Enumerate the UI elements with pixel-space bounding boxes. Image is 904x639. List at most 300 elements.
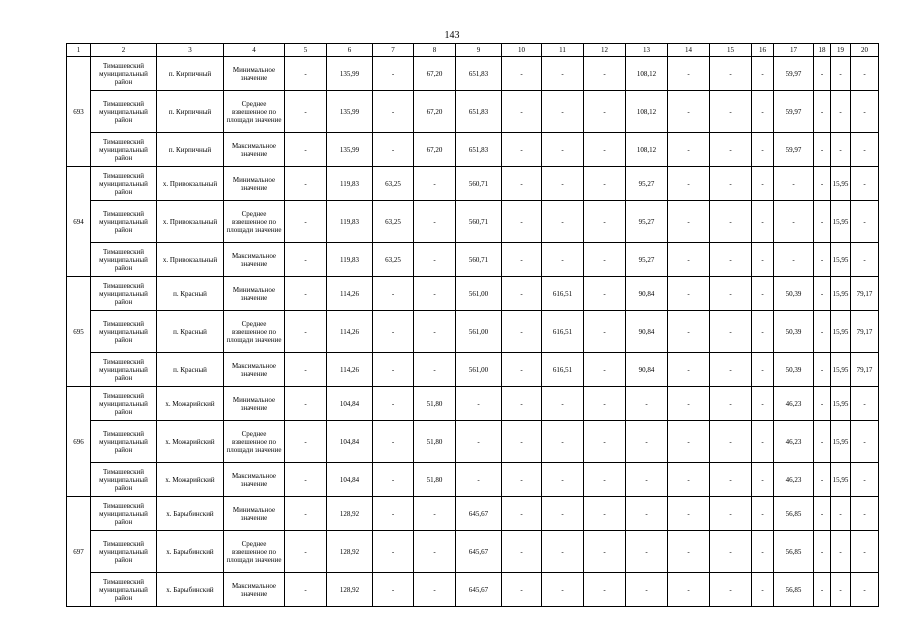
table-cell: х. Можарийский (157, 463, 224, 497)
table-cell: 135,99 (327, 91, 373, 133)
table-cell: - (584, 497, 626, 531)
table-cell: - (285, 573, 327, 607)
table-cell: - (285, 311, 327, 353)
table-cell: - (626, 463, 668, 497)
table-cell: 63,25 (373, 167, 414, 201)
table-cell: - (542, 387, 584, 421)
column-header: 10 (502, 44, 542, 57)
table-cell: - (373, 311, 414, 353)
column-header: 2 (91, 44, 157, 57)
table-cell: 51,80 (414, 387, 456, 421)
table-cell: Тимашевский муниципальный район (91, 133, 157, 167)
table-cell: 119,83 (327, 201, 373, 243)
table-cell: - (414, 167, 456, 201)
table-cell: - (814, 277, 831, 311)
table-cell: - (542, 421, 584, 463)
table-cell: - (373, 421, 414, 463)
table-cell: - (752, 243, 774, 277)
table-cell: 561,00 (456, 311, 502, 353)
table-cell: Среднее взвешенное по площади значение (224, 531, 285, 573)
table-cell: - (752, 311, 774, 353)
table-cell: - (502, 421, 542, 463)
table-cell: - (285, 421, 327, 463)
table-cell: - (668, 353, 710, 387)
table-cell: 63,25 (373, 243, 414, 277)
table-cell: 50,39 (774, 311, 814, 353)
table-cell: 108,12 (626, 133, 668, 167)
table-cell: 46,23 (774, 421, 814, 463)
table-cell: - (373, 57, 414, 91)
table-cell: - (851, 531, 879, 573)
table-cell: - (851, 573, 879, 607)
table-cell: - (814, 531, 831, 573)
table-cell: 15,95 (831, 201, 851, 243)
table-cell: Максимальное значение (224, 573, 285, 607)
table-cell: 79,17 (851, 277, 879, 311)
table-cell: 50,39 (774, 277, 814, 311)
table-cell: - (502, 91, 542, 133)
table-cell: 56,85 (774, 497, 814, 531)
table-cell: - (710, 463, 752, 497)
table-cell: - (710, 243, 752, 277)
table-cell: - (373, 353, 414, 387)
table-cell: - (584, 531, 626, 573)
table-cell: - (542, 243, 584, 277)
table-cell: - (831, 573, 851, 607)
table-cell: 15,95 (831, 387, 851, 421)
table-cell: 59,97 (774, 91, 814, 133)
table-cell: 51,80 (414, 421, 456, 463)
row-number: 693 (67, 57, 91, 167)
table-cell: 560,71 (456, 243, 502, 277)
table-cell: Тимашевский муниципальный район (91, 573, 157, 607)
table-cell: 59,97 (774, 133, 814, 167)
table-cell: Тимашевский муниципальный район (91, 243, 157, 277)
table-cell: х. Барыбинский (157, 497, 224, 531)
table-cell: 95,27 (626, 167, 668, 201)
table-cell: 561,00 (456, 353, 502, 387)
table-cell: Минимальное значение (224, 497, 285, 531)
table-cell: 95,27 (626, 201, 668, 243)
table-cell: 135,99 (327, 133, 373, 167)
table-cell: - (373, 463, 414, 497)
table-cell: - (668, 311, 710, 353)
table-cell: Минимальное значение (224, 387, 285, 421)
table-cell: - (584, 421, 626, 463)
table-cell: - (626, 387, 668, 421)
table-cell: - (285, 463, 327, 497)
table-cell: - (414, 201, 456, 243)
table-cell: 50,39 (774, 353, 814, 387)
table-cell: - (814, 57, 831, 91)
table-cell: - (710, 167, 752, 201)
table-cell: 59,97 (774, 57, 814, 91)
table-cell: - (502, 497, 542, 531)
table-cell: 616,51 (542, 353, 584, 387)
column-header: 14 (668, 44, 710, 57)
table-cell: - (752, 387, 774, 421)
table-cell: 616,51 (542, 277, 584, 311)
table-cell: - (542, 91, 584, 133)
table-row (67, 531, 879, 573)
column-header: 13 (626, 44, 668, 57)
table-cell: х. Барыбинский (157, 531, 224, 573)
table-cell: - (542, 57, 584, 91)
table-cell: - (626, 497, 668, 531)
table-cell: - (502, 277, 542, 311)
table-cell: 46,23 (774, 463, 814, 497)
table-cell: 108,12 (626, 91, 668, 133)
column-header: 6 (327, 44, 373, 57)
table-cell: - (752, 463, 774, 497)
page-number: 143 (444, 30, 460, 41)
table-cell: - (752, 277, 774, 311)
table-cell: - (668, 531, 710, 573)
table-cell: 51,80 (414, 463, 456, 497)
table-cell: 651,83 (456, 91, 502, 133)
table-cell: - (814, 387, 831, 421)
table-cell: - (584, 167, 626, 201)
table-cell: Тимашевский муниципальный район (91, 353, 157, 387)
column-header: 11 (542, 44, 584, 57)
table-cell: - (285, 387, 327, 421)
table-cell: - (285, 167, 327, 201)
table-cell: - (851, 497, 879, 531)
column-header: 16 (752, 44, 774, 57)
table-cell: - (668, 201, 710, 243)
table-cell: 95,27 (626, 243, 668, 277)
table-cell: 560,71 (456, 167, 502, 201)
column-header: 3 (157, 44, 224, 57)
table-cell: - (584, 243, 626, 277)
table-cell: - (285, 277, 327, 311)
column-header: 19 (831, 44, 851, 57)
table-cell: - (373, 573, 414, 607)
table-cell: - (851, 91, 879, 133)
table-cell: - (414, 243, 456, 277)
table-cell: - (814, 201, 831, 243)
table-cell: - (584, 91, 626, 133)
row-number: 695 (67, 277, 91, 387)
table-cell: п. Кирпичный (157, 133, 224, 167)
table-cell: - (752, 573, 774, 607)
table-cell: 15,95 (831, 243, 851, 277)
table-cell: - (710, 311, 752, 353)
column-header: 7 (373, 44, 414, 57)
column-header: 12 (584, 44, 626, 57)
table-cell: 114,26 (327, 311, 373, 353)
table-cell: 15,95 (831, 277, 851, 311)
table-cell: 56,85 (774, 531, 814, 573)
table-row (67, 243, 879, 277)
row-number: 696 (67, 387, 91, 497)
table-cell: - (626, 421, 668, 463)
column-header: 4 (224, 44, 285, 57)
table-cell: - (710, 57, 752, 91)
row-number: 694 (67, 167, 91, 277)
table-cell: - (831, 531, 851, 573)
table-cell: - (584, 573, 626, 607)
table-cell: - (373, 497, 414, 531)
table-cell: Среднее взвешенное по площади значение (224, 201, 285, 243)
table-cell: - (710, 497, 752, 531)
table-cell: - (710, 91, 752, 133)
table-cell: - (851, 133, 879, 167)
table-cell: - (668, 387, 710, 421)
table-cell: - (584, 57, 626, 91)
table-cell: Среднее взвешенное по площади значение (224, 91, 285, 133)
table-cell: 104,84 (327, 421, 373, 463)
table-cell: - (373, 531, 414, 573)
table-cell: - (502, 463, 542, 497)
table-cell: - (502, 133, 542, 167)
table-cell: - (414, 353, 456, 387)
table-cell: - (285, 243, 327, 277)
table-cell: х. Можарийский (157, 421, 224, 463)
table-cell: - (752, 353, 774, 387)
table-cell: - (542, 133, 584, 167)
table-cell: 46,23 (774, 387, 814, 421)
table-cell: - (774, 243, 814, 277)
table-cell: - (668, 167, 710, 201)
row-number: 697 (67, 497, 91, 607)
table-cell: - (710, 277, 752, 311)
column-header: 8 (414, 44, 456, 57)
table-cell: 15,95 (831, 353, 851, 387)
table-cell: - (502, 353, 542, 387)
table-cell: 63,25 (373, 201, 414, 243)
table-cell: - (752, 201, 774, 243)
table-cell: - (752, 497, 774, 531)
table-cell: 128,92 (327, 497, 373, 531)
table-cell: 651,83 (456, 133, 502, 167)
table-cell: Тимашевский муниципальный район (91, 91, 157, 133)
table-cell: - (285, 497, 327, 531)
table-cell: п. Красный (157, 277, 224, 311)
table-cell: - (285, 531, 327, 573)
table-cell: Тимашевский муниципальный район (91, 57, 157, 91)
table-cell: - (626, 573, 668, 607)
table-cell: - (456, 463, 502, 497)
table-cell: - (373, 133, 414, 167)
table-cell: Максимальное значение (224, 133, 285, 167)
table-cell: - (584, 387, 626, 421)
table-cell: - (851, 57, 879, 91)
table-cell: - (710, 353, 752, 387)
table-cell: - (502, 57, 542, 91)
table-cell: п. Кирпичный (157, 57, 224, 91)
table-cell: - (710, 133, 752, 167)
table-cell: - (373, 387, 414, 421)
table-cell: 616,51 (542, 311, 584, 353)
table-cell: - (542, 201, 584, 243)
table-cell: х. Привокзальный (157, 167, 224, 201)
table-cell: - (584, 201, 626, 243)
table-cell: - (502, 387, 542, 421)
table-cell: 114,26 (327, 353, 373, 387)
table-cell: 56,85 (774, 573, 814, 607)
table-cell: 119,83 (327, 167, 373, 201)
table-cell: Тимашевский муниципальный район (91, 463, 157, 497)
table-cell: - (831, 91, 851, 133)
table-cell: 645,67 (456, 531, 502, 573)
data-table (66, 43, 879, 607)
table-cell: - (542, 463, 584, 497)
table-cell: х. Привокзальный (157, 243, 224, 277)
table-cell: 90,84 (626, 353, 668, 387)
column-header: 9 (456, 44, 502, 57)
table-cell: 67,20 (414, 91, 456, 133)
table-cell: - (502, 531, 542, 573)
table-cell: - (710, 531, 752, 573)
table-cell: п. Красный (157, 311, 224, 353)
table-cell: - (774, 167, 814, 201)
column-header: 17 (774, 44, 814, 57)
table-cell: - (584, 133, 626, 167)
table-cell: - (831, 497, 851, 531)
table-cell: 79,17 (851, 353, 879, 387)
table-cell: 67,20 (414, 133, 456, 167)
table-cell: - (414, 531, 456, 573)
table-cell: - (584, 277, 626, 311)
table-cell: - (814, 133, 831, 167)
table-cell: 104,84 (327, 387, 373, 421)
table-cell: Максимальное значение (224, 353, 285, 387)
table-cell: п. Кирпичный (157, 91, 224, 133)
table-cell: - (414, 497, 456, 531)
table-cell: - (542, 497, 584, 531)
table-cell: Тимашевский муниципальный район (91, 421, 157, 463)
table-cell: Минимальное значение (224, 277, 285, 311)
table-cell: - (502, 573, 542, 607)
table-cell: - (542, 167, 584, 201)
table-cell: - (542, 573, 584, 607)
table-cell: - (668, 91, 710, 133)
table-cell: - (752, 531, 774, 573)
table-cell: 114,26 (327, 277, 373, 311)
table-cell: Максимальное значение (224, 463, 285, 497)
table-cell: - (584, 353, 626, 387)
table-cell: - (814, 311, 831, 353)
table-cell: 645,67 (456, 497, 502, 531)
table-cell: - (502, 243, 542, 277)
table-cell: - (285, 353, 327, 387)
table-row (67, 497, 879, 531)
column-header: 20 (851, 44, 879, 57)
table-cell: - (831, 57, 851, 91)
table-cell: - (285, 133, 327, 167)
table-cell: 15,95 (831, 463, 851, 497)
table-row (67, 91, 879, 133)
table-row (67, 277, 879, 311)
table-cell: - (814, 243, 831, 277)
table-cell: - (668, 497, 710, 531)
table-cell: Минимальное значение (224, 57, 285, 91)
table-row (67, 311, 879, 353)
table-cell: 15,95 (831, 421, 851, 463)
table-cell: 104,84 (327, 463, 373, 497)
table-cell: - (668, 243, 710, 277)
table-cell: 128,92 (327, 573, 373, 607)
table-cell: - (752, 133, 774, 167)
column-header: 1 (67, 44, 91, 57)
table-cell: Тимашевский муниципальный район (91, 167, 157, 201)
table-cell: Среднее взвешенное по площади значение (224, 311, 285, 353)
table-cell: - (851, 201, 879, 243)
table-cell: - (814, 463, 831, 497)
table-cell: 90,84 (626, 311, 668, 353)
table-cell: 79,17 (851, 311, 879, 353)
table-cell: 135,99 (327, 57, 373, 91)
table-cell: - (710, 201, 752, 243)
table-cell: - (373, 91, 414, 133)
table-cell: - (851, 421, 879, 463)
table-cell: - (584, 463, 626, 497)
table-cell: - (668, 57, 710, 91)
table-row (67, 353, 879, 387)
table-cell: - (373, 277, 414, 311)
table-row (67, 133, 879, 167)
table-cell: - (456, 387, 502, 421)
table-cell: - (584, 311, 626, 353)
table-cell: - (814, 421, 831, 463)
column-header: 15 (710, 44, 752, 57)
table-cell: 90,84 (626, 277, 668, 311)
table-cell: - (626, 531, 668, 573)
table-cell: - (285, 57, 327, 91)
table-cell: - (710, 573, 752, 607)
table-cell: Минимальное значение (224, 167, 285, 201)
table-cell: Тимашевский муниципальный район (91, 277, 157, 311)
table-cell: - (851, 243, 879, 277)
table-cell: - (831, 133, 851, 167)
table-cell: - (414, 277, 456, 311)
table-cell: Тимашевский муниципальный район (91, 311, 157, 353)
table-cell: 651,83 (456, 57, 502, 91)
table-cell: - (414, 311, 456, 353)
table-cell: Тимашевский муниципальный район (91, 387, 157, 421)
column-header: 18 (814, 44, 831, 57)
table-row (67, 167, 879, 201)
table-cell: - (851, 387, 879, 421)
table-cell: - (502, 167, 542, 201)
table-cell: - (668, 421, 710, 463)
table-cell: - (814, 573, 831, 607)
table-cell: х. Можарийский (157, 387, 224, 421)
header-row (67, 44, 879, 57)
table-cell: - (502, 201, 542, 243)
table-cell: - (502, 311, 542, 353)
table-cell: - (814, 167, 831, 201)
table-cell: х. Барыбинский (157, 573, 224, 607)
table-cell: - (814, 91, 831, 133)
table-row (67, 463, 879, 497)
table-row (67, 421, 879, 463)
table-cell: 67,20 (414, 57, 456, 91)
table-cell: 561,00 (456, 277, 502, 311)
table-cell: 108,12 (626, 57, 668, 91)
table-cell: - (710, 421, 752, 463)
table-cell: - (814, 353, 831, 387)
table-cell: Тимашевский муниципальный район (91, 531, 157, 573)
table-cell: - (710, 387, 752, 421)
table-cell: х. Привокзальный (157, 201, 224, 243)
table-cell: - (814, 497, 831, 531)
table-row (67, 573, 879, 607)
table-cell: 119,83 (327, 243, 373, 277)
table-cell: - (668, 277, 710, 311)
table-row (67, 387, 879, 421)
